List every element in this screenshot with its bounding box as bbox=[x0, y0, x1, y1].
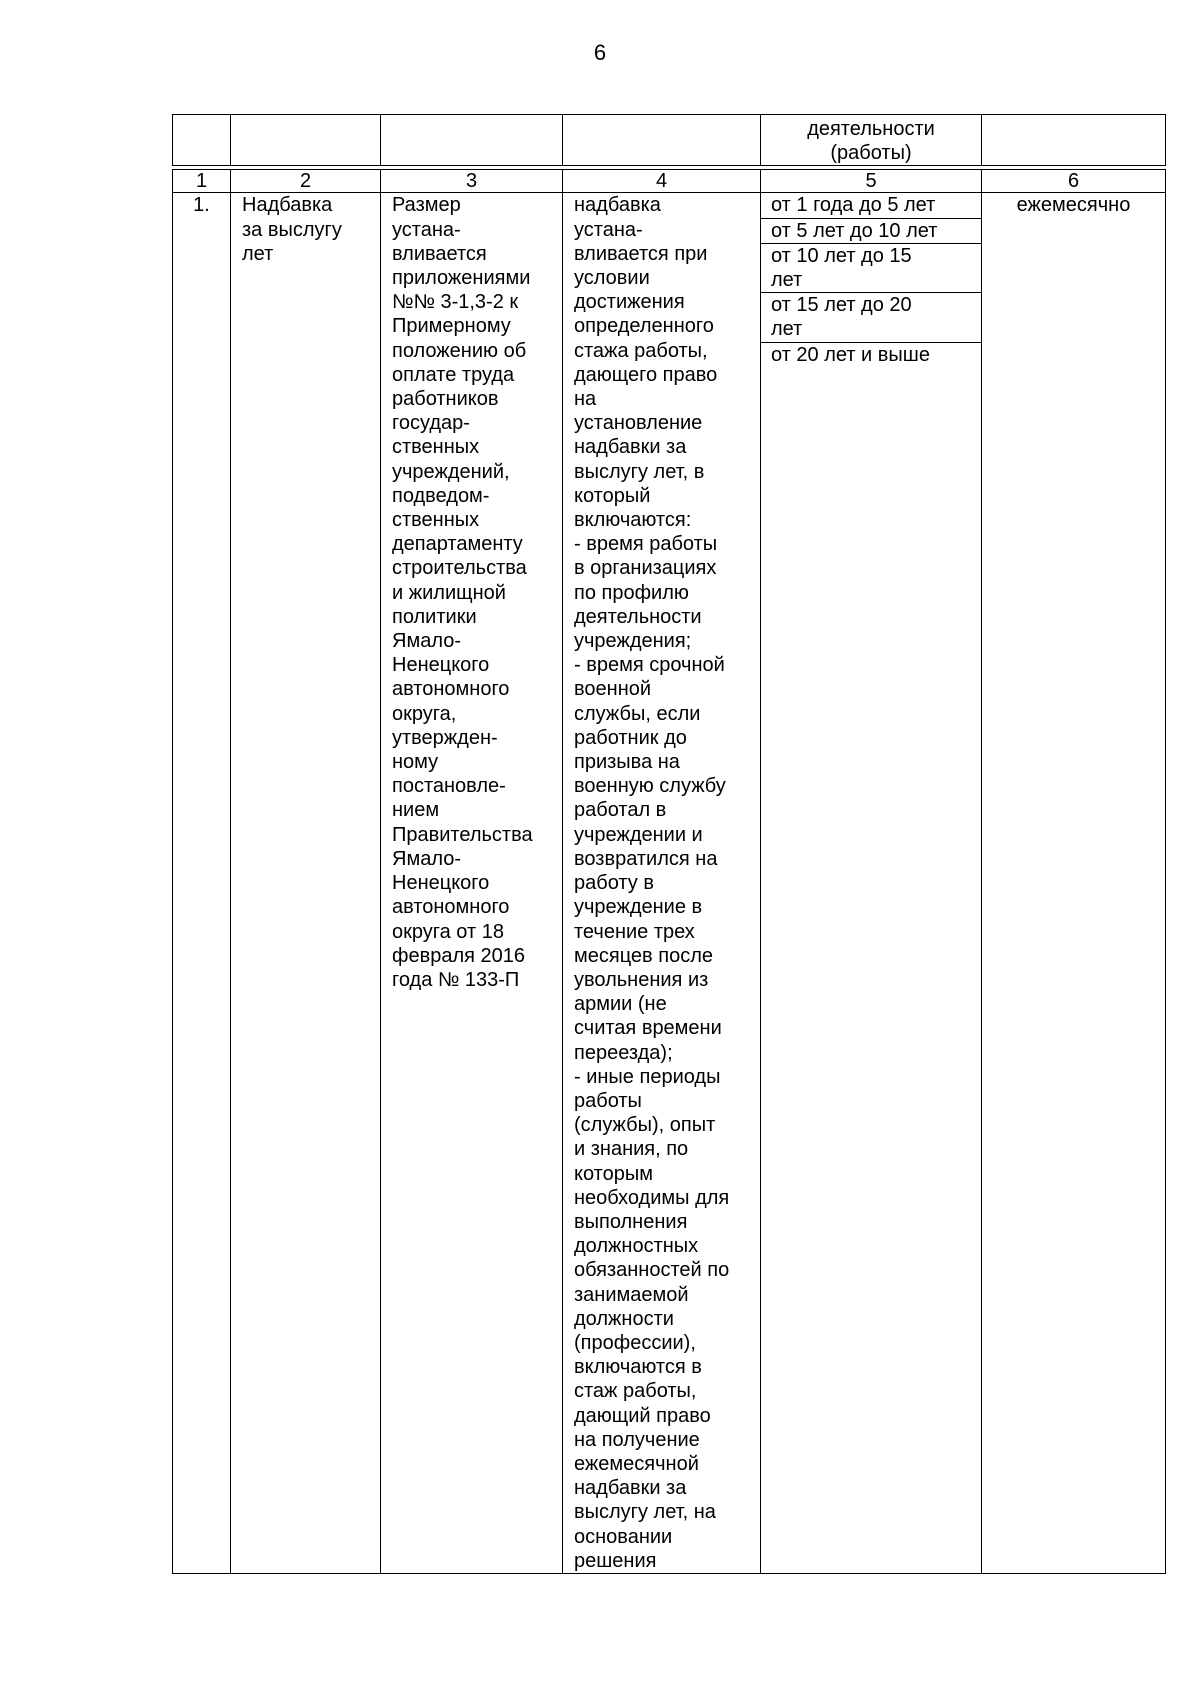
header-cell-5-text: деятельности (работы) bbox=[807, 118, 935, 165]
allowance-conditions: надбавка устана- вливается при условии достижения определенного стажа работы, дающего право на установление надбавки за выслугу лет, в который включаются: - время работы в организациях по профилю деятельности учреждения; - время срочной военной службы, если работник до призыва на военную службу работал в учреждении и возвратился на работу в учреждение в течение трех месяцев после увольнения из армии (не считая времени переезда); - иные периоды работы (службы), опыт и знания, по которым необходимы для выполнения должностных обязанностей по занимаемой должности (профессии), включаются в стаж работы, дающий право на получение ежемесячной надбавки за выслугу лет, на основании решения bbox=[574, 194, 730, 1572]
service-period: от 1 года до 5 лет bbox=[761, 193, 981, 218]
column-number: 2 bbox=[231, 170, 381, 193]
service-period: от 20 лет и выше bbox=[771, 343, 930, 366]
allowance-size: Размер устана- вливается приложениями №№ 3-1,3-2 к Примерному положению об оплате труда работников государ- ственных учреждений, подведом- ственных департаменту строительства и жилищной политики Ямало- Ненецкого автономного округа, утвержден- ному постановле- нием Правительства Ямало- Ненецкого автономного округа от 18 февраля 2016 года № 133-П bbox=[392, 194, 533, 991]
header-cell-2 bbox=[231, 115, 381, 166]
header-cell-4 bbox=[563, 115, 761, 166]
service-period: от 5 лет до 10 лет bbox=[761, 219, 981, 244]
column-number: 1 bbox=[173, 170, 231, 193]
allowance-size-cell bbox=[381, 193, 563, 1574]
column-number: 5 bbox=[761, 170, 982, 193]
continued-header-row bbox=[173, 115, 1166, 166]
page-number: 6 bbox=[593, 40, 607, 65]
row-number: 1. bbox=[173, 193, 231, 1574]
table-row bbox=[173, 193, 1166, 1574]
service-period: от 10 лет до 15 лет bbox=[761, 244, 981, 293]
header-cell-6 bbox=[982, 115, 1166, 166]
allowance-table bbox=[172, 114, 1166, 1574]
column-number: 3 bbox=[381, 170, 563, 193]
header-cell-5 bbox=[761, 115, 982, 166]
column-number-row bbox=[173, 170, 1166, 193]
allowance-name-cell bbox=[231, 193, 381, 1574]
header-cell-1 bbox=[173, 115, 231, 166]
payment-frequency: ежемесячно bbox=[982, 193, 1166, 1574]
column-number: 6 bbox=[982, 170, 1166, 193]
column-number: 4 bbox=[563, 170, 761, 193]
service-period: от 15 лет до 20 лет bbox=[761, 293, 981, 342]
header-cell-3 bbox=[381, 115, 563, 166]
service-periods-cell bbox=[761, 193, 982, 1574]
allowance-conditions-cell bbox=[563, 193, 761, 1574]
allowance-name: Надбавка за выслугу лет bbox=[242, 194, 342, 265]
